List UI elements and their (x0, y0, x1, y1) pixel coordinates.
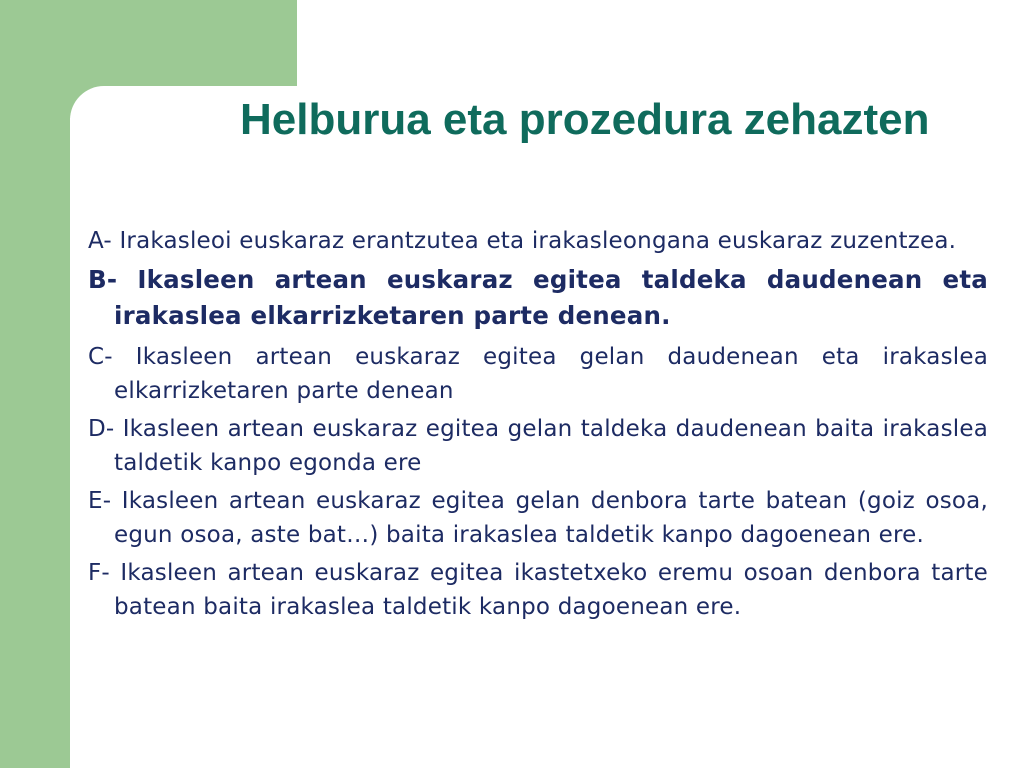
list-item-e: E- Ikasleen artean euskaraz egitea gelan denbora tarte batean (goiz osoa, egun osoa, aste bat…) baita irakaslea taldetik kanpo dagoenean ere. (88, 488, 988, 548)
list-item-b: B- Ikasleen artean euskaraz egitea taldeka daudenean eta irakaslea elkarrizketaren parte denean. (88, 265, 988, 330)
list-item-c: C- Ikasleen artean euskaraz egitea gelan daudenean eta irakaslea elkarrizketaren parte denean (88, 344, 988, 404)
list-item-a: A- Irakasleoi euskaraz erantzutea eta irakasleongana euskaraz zuzentzea. (88, 228, 957, 254)
slide-title: Helburua eta prozedura zehazten (240, 95, 930, 144)
list-item-d: D- Ikasleen artean euskaraz egitea gelan taldeka daudenean baita irakaslea taldetik kanpo egonda ere (88, 416, 988, 476)
list-item-f: F- Ikasleen artean euskaraz egitea ikastetxeko eremu osoan denbora tarte batean baita irakaslea taldetik kanpo dagoenean ere. (88, 560, 988, 620)
objective-list (88, 224, 988, 628)
